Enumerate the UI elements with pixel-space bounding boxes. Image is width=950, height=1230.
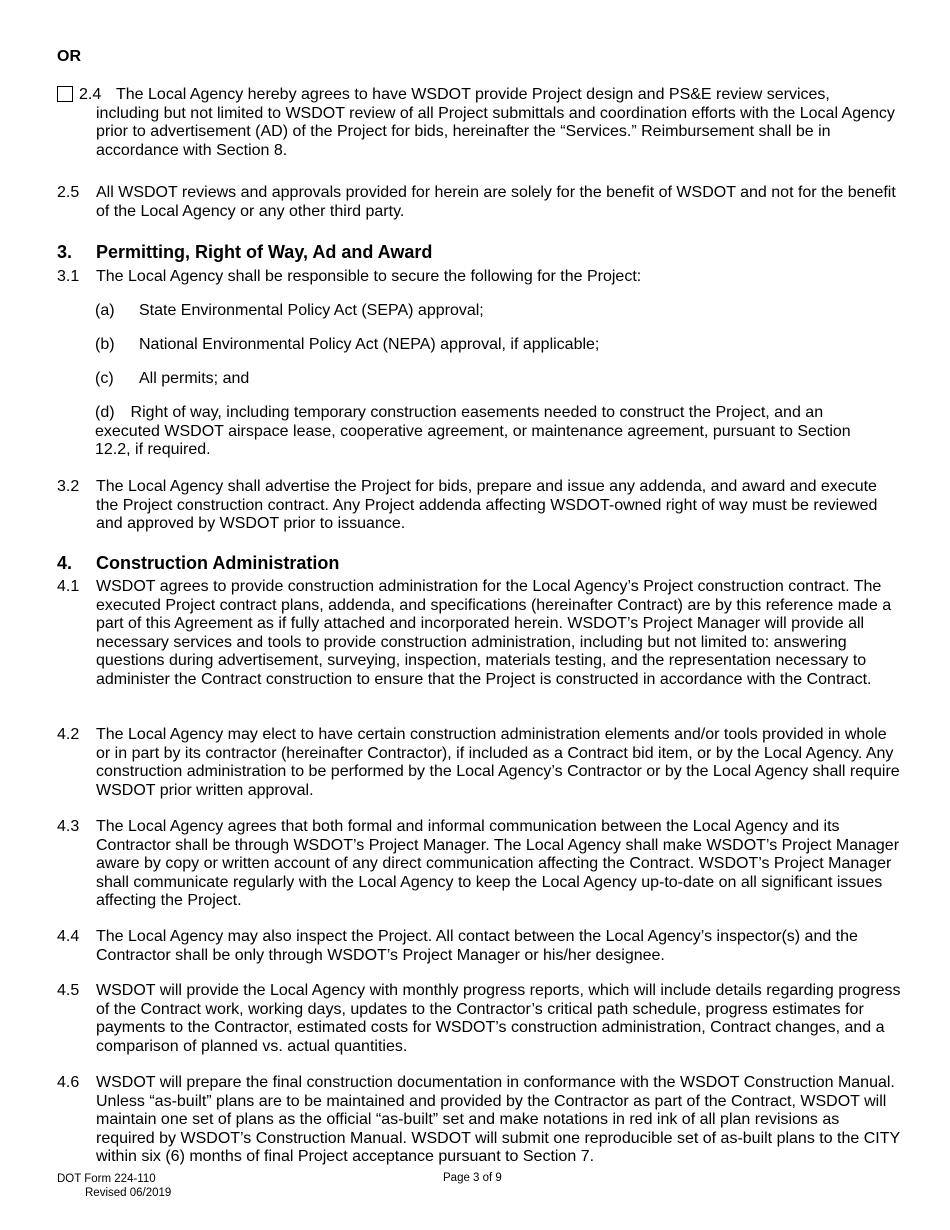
- paragraph-4-3: [57, 818, 902, 911]
- paragraph-text: The Local Agency shall be responsible to secure the following for the Project:: [96, 268, 642, 285]
- list-item-a: [95, 302, 895, 321]
- paragraph-number: 4.5: [57, 982, 80, 999]
- paragraph-number: 2.5: [57, 184, 80, 201]
- list-text: National Environmental Policy Act (NEPA) approval, if applicable;: [139, 336, 600, 353]
- section-2-4-checkbox[interactable]: [57, 86, 73, 102]
- paragraph-text: The Local Agency may elect to have certain construction administration elements and/or tools provided in whole or in part by its contractor (hereinafter Contractor), if included as a Contract bid item, or by the Local Agency. Any construction administration to be performed by the Local Agency’s Contractor or by the Local Agency shall require WSDOT prior written approval.: [96, 726, 900, 799]
- paragraph-4-4: [57, 928, 902, 965]
- paragraph-2-4: [57, 86, 902, 160]
- paragraph-text: The Local Agency agrees that both formal and informal communication between the Local Agency and its Contractor shall be through WSDOT’s Project Manager. The Local Agency shall make WSDOT’s Project Manager aware by copy or written account of any direct communication affecting the Contract. WSDOT’s Project Manager shall communicate regularly with the Local Agency to keep the Local Agency up-to-date on all significant issues affecting the Project.: [96, 818, 900, 910]
- revision-date: Revised 06/2019: [85, 1187, 172, 1199]
- section-4-heading: [57, 553, 339, 574]
- paragraph-number: 4.4: [57, 928, 80, 945]
- list-letter: (c): [95, 370, 114, 387]
- paragraph-number: 4.2: [57, 726, 80, 743]
- paragraph-number: 4.3: [57, 818, 80, 835]
- section-3-heading: [57, 242, 432, 263]
- paragraph-number: 3.1: [57, 268, 80, 285]
- or-label: OR: [57, 48, 81, 65]
- paragraph-text: The Local Agency may also inspect the Project. All contact between the Local Agency’s inspector(s) and the Contractor shall be only through WSDOT’s Project Manager or his/her designee.: [96, 928, 858, 964]
- footer-form-info: [57, 1172, 171, 1200]
- paragraph-text: The Local Agency shall advertise the Project for bids, prepare and issue any addenda, and award and execute the Project construction contract. Any Project addenda affecting WSDOT-owned right of way must be reviewed and approved by WSDOT prior to issuance.: [96, 478, 878, 533]
- paragraph-4-5: [57, 982, 902, 1056]
- paragraph-number: 4.1: [57, 578, 80, 595]
- list-letter: (b): [95, 336, 115, 353]
- page-number: Page 3 of 9: [443, 1172, 502, 1184]
- section-title: Permitting, Right of Way, Ad and Award: [96, 242, 433, 262]
- paragraph-number: 2.4: [79, 86, 102, 103]
- section-title: Construction Administration: [96, 553, 340, 573]
- form-number: DOT Form 224-110: [57, 1173, 156, 1185]
- list-text: State Environmental Policy Act (SEPA) approval;: [139, 302, 484, 319]
- paragraph-text: All WSDOT reviews and approvals provided for herein are solely for the benefit of WSDOT and not for the benefit of the Local Agency or any other third party.: [96, 184, 896, 220]
- section-number: 3.: [57, 242, 73, 262]
- section-number: 4.: [57, 553, 73, 573]
- paragraph-3-1: [57, 268, 902, 287]
- paragraph-number: 3.2: [57, 478, 80, 495]
- paragraph-4-2: [57, 726, 902, 800]
- list-text: All permits; and: [139, 370, 250, 387]
- paragraph-2-5: [57, 184, 902, 221]
- paragraph-text: including but not limited to WSDOT review of all Project submittals and coordination efforts with the Local Agency prior to advertisement (AD) of the Project for bids, hereinafter the “Services.” Reimbursement shall be in accordance with Section 8.: [96, 104, 895, 159]
- paragraph-text: WSDOT will provide the Local Agency with monthly progress reports, which will include details regarding progress of the Contract work, working days, updates to the Contractor’s critical path schedule, progress estimates for payments to the Contractor, estimated costs for WSDOT’s construction administration, Contract changes, and a comparison of planned vs. actual quantities.: [96, 982, 901, 1055]
- paragraph-text: WSDOT will prepare the final construction documentation in conformance with the WSDOT Construction Manual. Unless “as-built” plans are to be maintained and provided by the Contractor as part of the Contract, WSDOT will maintain one set of plans as the official “as-built” set and make notations in red ink of all plan revisions as required by WSDOT’s Construction Manual. WSDOT will submit one reproducible set of as-built plans to the CITY within six (6) months of final Project acceptance pursuant to Section 7.: [96, 1074, 900, 1166]
- paragraph-number: 4.6: [57, 1074, 80, 1091]
- list-item-c: [95, 370, 895, 389]
- paragraph-4-1: [57, 578, 902, 690]
- paragraph-text: WSDOT agrees to provide construction administration for the Local Agency’s Project construction contract. The executed Project contract plans, addenda, and specifications (hereinafter Contract) are by this reference made a part of this Agreement as if fully attached and incorporated herein. WSDOT’s Project Manager will provide all necessary services and tools to provide construction administration, including but not limited to: answering questions during advertisement, surveying, inspection, materials testing, and the representation necessary to administer the Contract construction to ensure that the Project is constructed in accordance with the Contract.: [96, 578, 892, 688]
- list-item-b: [95, 336, 895, 355]
- paragraph-4-6: [57, 1074, 902, 1167]
- paragraph-3-2: [57, 478, 902, 534]
- paragraph-text-line1: The Local Agency hereby agrees to have WSDOT provide Project design and PS&E review services,: [116, 86, 830, 103]
- list-item-d: (d) Right of way, including temporary construction easements needed to construct the Project, and an executed WSDOT airspace lease, cooperative agreement, or maintenance agreement, pursuant to Section 12.2, if required.: [95, 404, 851, 459]
- list-letter: (a): [95, 302, 115, 319]
